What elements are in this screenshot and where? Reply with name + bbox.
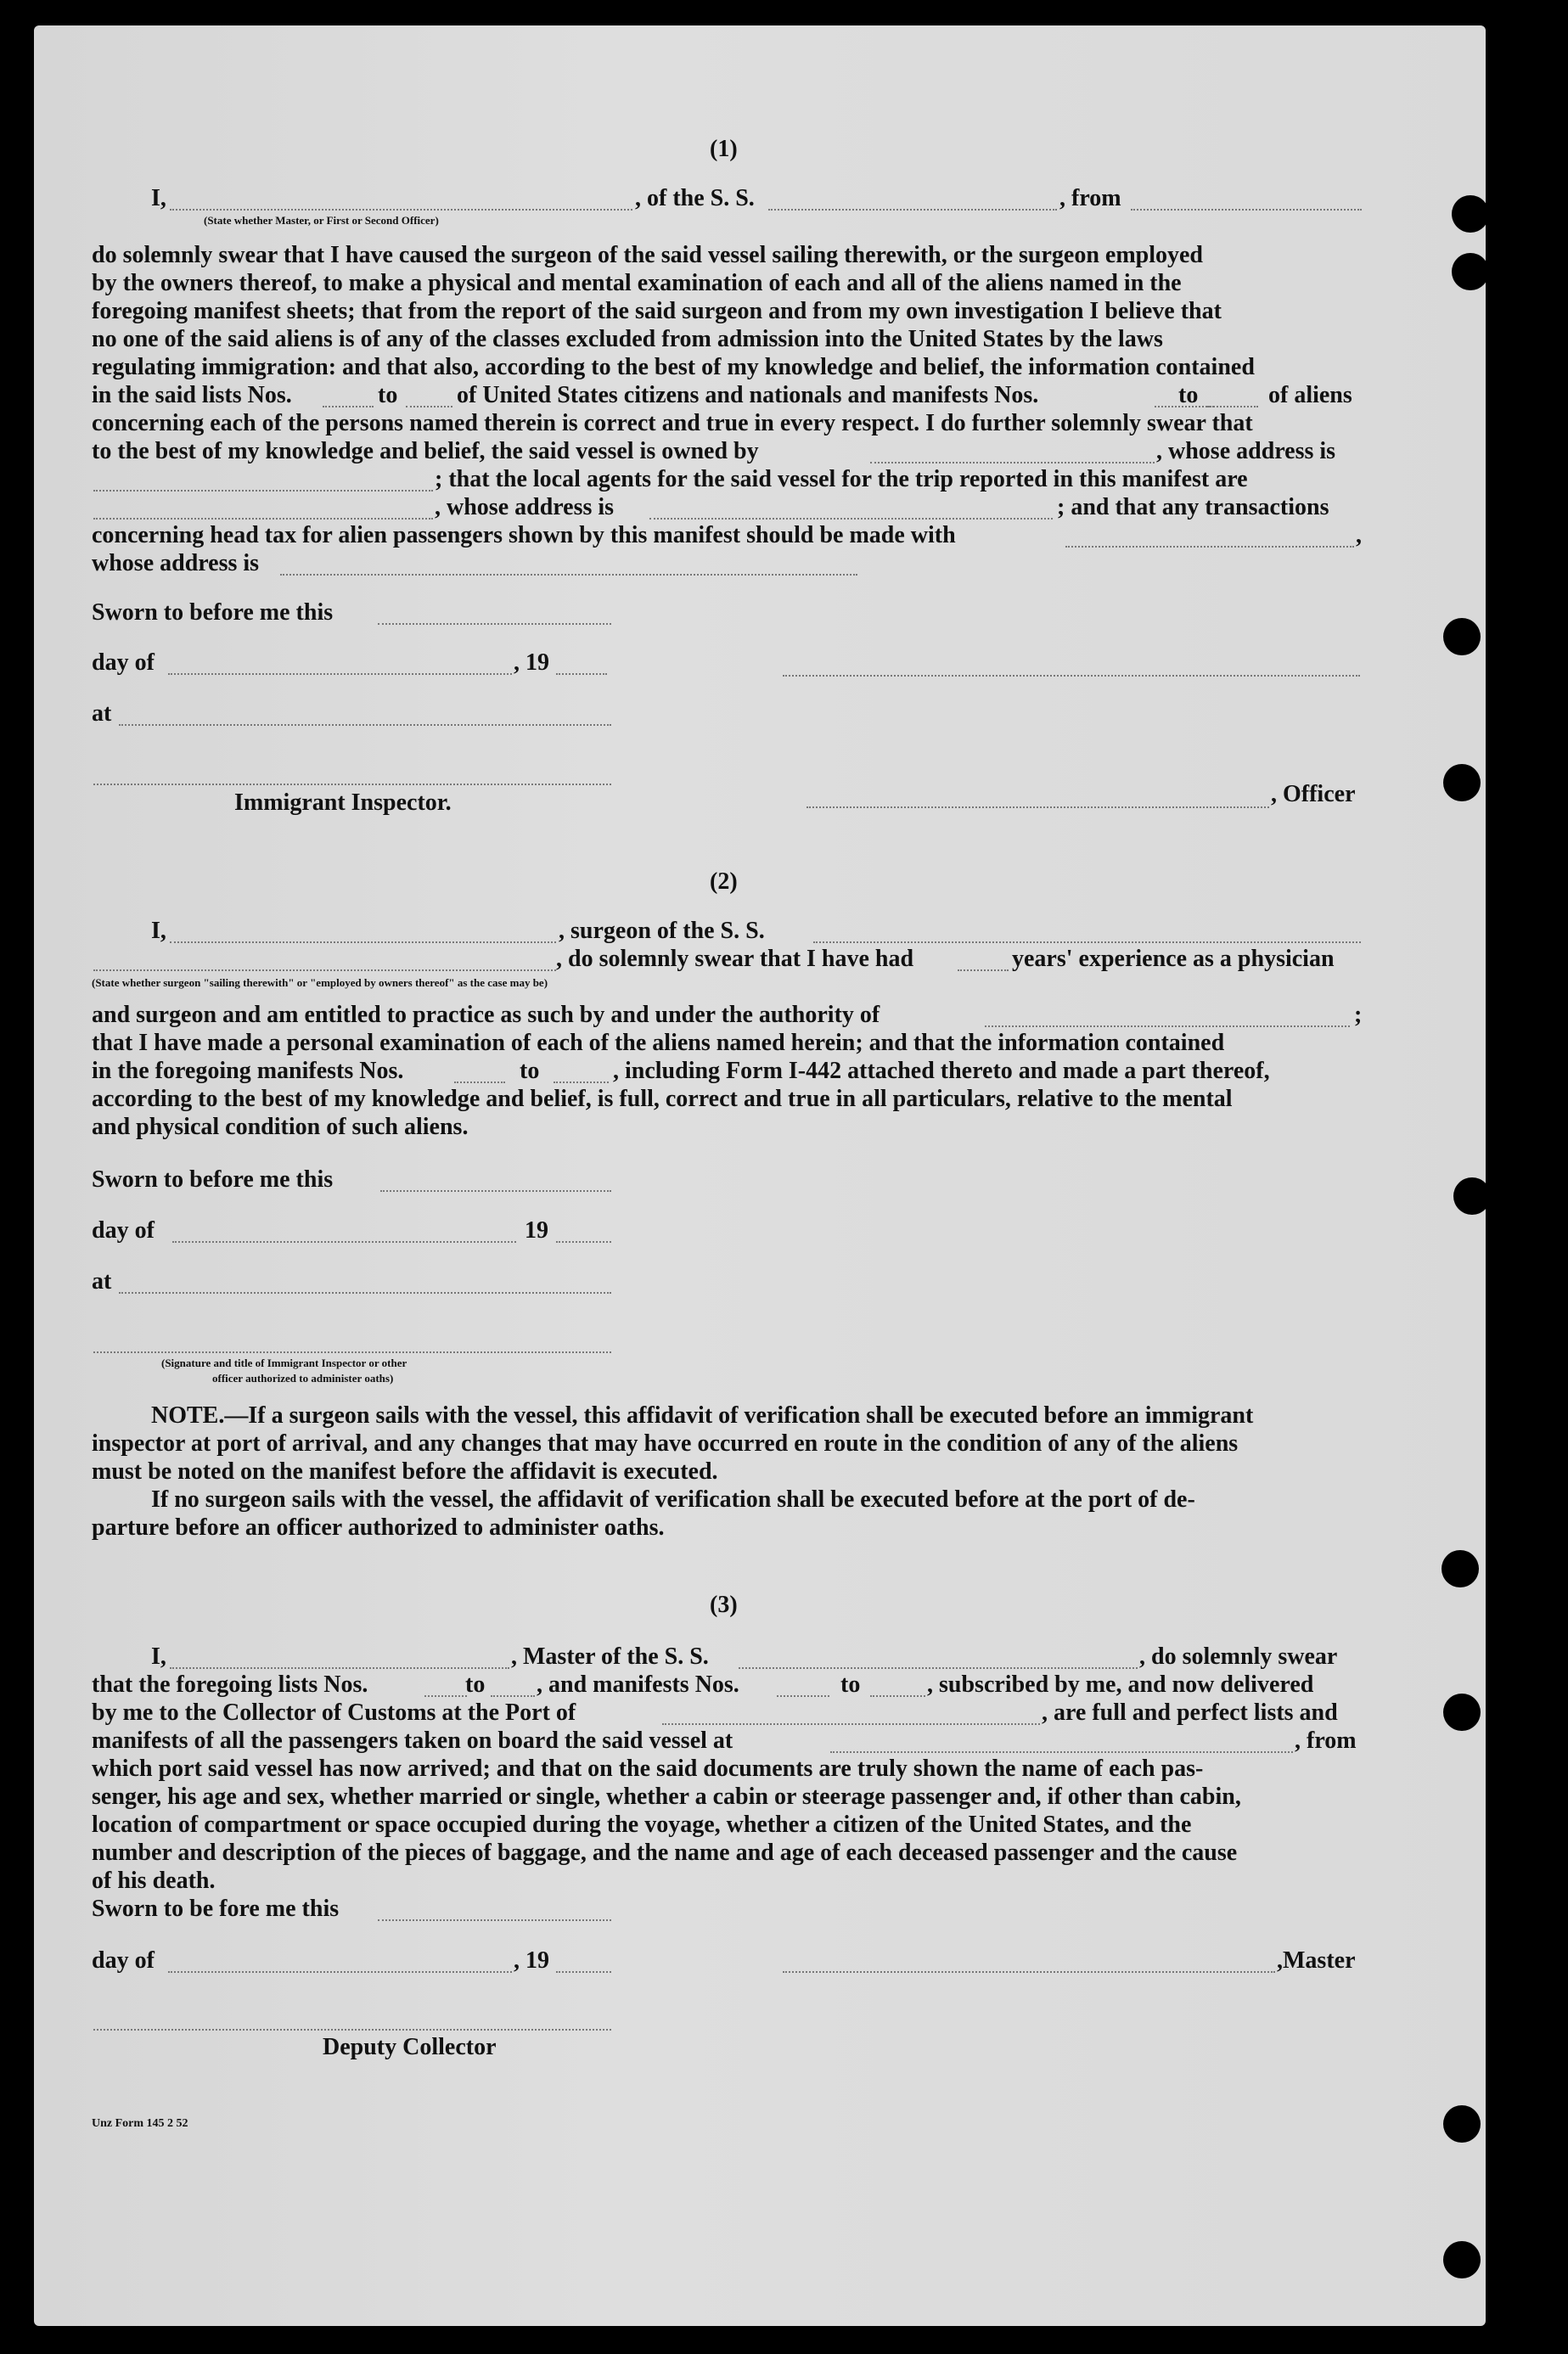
surgeon-status-field[interactable] <box>93 969 556 971</box>
punch-hole <box>1452 253 1489 290</box>
at-label: at <box>92 1268 112 1295</box>
oath-text: do solemnly swear that I have caused the surgeon of the said vessel sailing therewith, or the surgeon employed <box>92 242 1203 268</box>
oath-text: ; and that any transactions <box>1057 494 1329 520</box>
oath-text: of United States citizens and nationals and manifests Nos. <box>457 382 1039 408</box>
oath-text: ; that the local agents for the said vessel for the trip reported in this manifest are <box>435 466 1248 492</box>
officer-label: , Officer <box>1271 781 1356 807</box>
head-tax-address-field[interactable] <box>280 574 857 576</box>
sworn-day-field[interactable] <box>380 1190 611 1192</box>
oath-text: , from <box>1059 185 1121 211</box>
inspector-signature-field[interactable] <box>93 1351 611 1353</box>
master-name-field[interactable] <box>170 1667 509 1669</box>
master-signature-field[interactable] <box>783 1971 1275 1973</box>
oath-text: to <box>840 1671 861 1698</box>
years-experience-field[interactable] <box>958 969 1009 971</box>
signature-hint: officer authorized to administer oaths) <box>212 1372 394 1385</box>
sworn-month-field[interactable] <box>172 1241 516 1243</box>
deputy-label: Deputy Collector <box>323 2034 497 2060</box>
officer-signature-field[interactable] <box>783 675 1360 677</box>
section-1-number: (1) <box>710 136 738 162</box>
oath-text: concerning each of the persons named therein is correct and true in every respect. I do further solemnly swear that <box>92 410 1253 436</box>
sworn-label: Sworn to be fore me this <box>92 1896 340 1922</box>
owner-address-field[interactable] <box>93 490 433 492</box>
agents-field[interactable] <box>93 518 433 520</box>
oath-text: location of compartment or space occupied during the voyage, whether a citizen of the United States, and the <box>92 1812 1192 1838</box>
year-label: , 19 <box>514 1947 549 1974</box>
oath-text: , and manifests Nos. <box>537 1671 739 1698</box>
oath-text: , do solemnly swear that I have had <box>556 946 914 972</box>
oath-text: , including Form I-442 attached thereto and made a part thereof, <box>613 1058 1270 1084</box>
oath-text: , of the S. S. <box>635 185 755 211</box>
port-field[interactable] <box>662 1723 1040 1725</box>
year-label: 19 <box>525 1217 548 1244</box>
oath-text: and physical condition of such aliens. <box>92 1114 469 1140</box>
oath-text: no one of the said aliens is of any of the classes excluded from admission into the United States by the laws <box>92 326 1163 352</box>
punch-hole <box>1443 618 1481 655</box>
note-text: NOTE.—If a surgeon sails with the vessel, this affidavit of verification shall be executed before an immigrant <box>151 1402 1254 1429</box>
oath-text: senger, his age and sex, whether married or single, whether a cabin or steerage passenger and, if other than cabin, <box>92 1784 1241 1810</box>
oath-text: , whose address is <box>435 494 615 520</box>
oath-text: to <box>378 382 398 408</box>
surgeon-ship-field[interactable] <box>813 941 1361 943</box>
sworn-day-field[interactable] <box>378 1919 611 1921</box>
sworn-month-field[interactable] <box>168 673 512 675</box>
oath-text: years' experience as a physician <box>1012 946 1335 972</box>
sworn-label: Sworn to before me this <box>92 599 334 626</box>
note-text: inspector at port of arrival, and any changes that may have occurred en route in the condition of any of the aliens <box>92 1430 1239 1457</box>
oath-text: , Master of the S. S. <box>511 1643 709 1670</box>
sworn-label: Sworn to before me this <box>92 1166 334 1193</box>
section-2-number: (2) <box>710 868 738 895</box>
oath-label: I, <box>151 185 166 211</box>
from-port-field[interactable] <box>1131 209 1362 211</box>
master-label: ,Master <box>1277 1947 1356 1974</box>
signature-hint: (Signature and title of Immigrant Inspector or other <box>161 1357 407 1369</box>
oath-text: by the owners thereof, to make a physical and mental examination of each and all of the aliens named in the <box>92 270 1182 296</box>
punch-hole <box>1443 2105 1481 2143</box>
oath-text: according to the best of my knowledge and belief, is full, correct and true in all particulars, relative to the mental <box>92 1086 1233 1112</box>
manifests-from-field[interactable] <box>777 1695 829 1697</box>
oath-text: foregoing manifest sheets; that from the report of the said surgeon and from my own investigation I believe that <box>92 298 1222 324</box>
manifests-from-field[interactable] <box>454 1081 505 1083</box>
oath-text: in the foregoing manifests Nos. <box>92 1058 404 1084</box>
oath-text: of aliens <box>1268 382 1352 408</box>
oath-text: regulating immigration: and that also, according to the best of my knowledge and belief, the information contained <box>92 354 1255 380</box>
oath-text: concerning head tax for alien passengers shown by this manifest should be made with <box>92 522 956 548</box>
owner-field[interactable] <box>870 462 1155 463</box>
day-of-label: day of <box>92 649 155 676</box>
sworn-year-field[interactable] <box>556 673 607 675</box>
year-label: , 19 <box>514 649 549 676</box>
head-tax-contact-field[interactable] <box>1065 546 1354 548</box>
section-3-number: (3) <box>710 1592 738 1618</box>
oath-label: I, <box>151 1643 166 1670</box>
collector-signature-field[interactable] <box>93 2029 611 2031</box>
punch-hole <box>1443 2241 1481 2278</box>
oath-text: , are full and perfect lists and <box>1042 1699 1338 1726</box>
punch-hole <box>1453 1177 1491 1215</box>
note-text: parture before an officer authorized to administer oaths. <box>92 1514 665 1541</box>
oath-text: , subscribed by me, and now delivered <box>927 1671 1314 1698</box>
day-of-label: day of <box>92 1217 155 1244</box>
note-text: must be noted on the manifest before the affidavit is executed. <box>92 1458 718 1485</box>
oath-text: to the best of my knowledge and belief, the said vessel is owned by <box>92 438 759 464</box>
officer-name-field[interactable] <box>170 209 632 211</box>
oath-text: , surgeon of the S. S. <box>559 918 765 944</box>
sworn-place-field[interactable] <box>119 1292 611 1294</box>
oath-text: in the said lists Nos. <box>92 382 292 408</box>
oath-label: I, <box>151 918 166 944</box>
agents-address-field[interactable] <box>649 518 1053 520</box>
manifests-to-field[interactable] <box>870 1695 925 1697</box>
punch-hole <box>1443 764 1481 801</box>
manifests-to-field[interactable] <box>554 1081 609 1083</box>
form-number: Unz Form 145 2 52 <box>92 2117 188 2130</box>
master-ship-field[interactable] <box>739 1667 1138 1669</box>
sworn-year-field[interactable] <box>556 1971 611 1973</box>
authority-field[interactable] <box>985 1025 1350 1027</box>
oath-text: to <box>1178 382 1199 408</box>
punch-hole <box>1442 1550 1479 1587</box>
ship-name-field[interactable] <box>768 209 1057 211</box>
oath-text: whose address is <box>92 550 260 576</box>
sworn-day-field[interactable] <box>378 623 611 625</box>
oath-text: , from <box>1295 1728 1357 1754</box>
oath-text: and surgeon and am entitled to practice as such by and under the authority of <box>92 1002 880 1028</box>
oath-text: to <box>465 1671 486 1698</box>
list-to-field[interactable] <box>406 406 452 407</box>
punch-hole <box>1452 195 1489 233</box>
boarding-port-field[interactable] <box>830 1751 1293 1753</box>
field-hint: (State whether surgeon "sailing therewith" or "employed by owners thereof" as the case may be) <box>92 976 548 989</box>
oath-text: which port said vessel has now arrived; and that on the said documents are truly shown the name of each pas- <box>92 1756 1204 1782</box>
lists-to-field[interactable] <box>491 1695 535 1697</box>
oath-text: of his death. <box>92 1868 216 1894</box>
at-label: at <box>92 700 112 727</box>
surgeon-name-field[interactable] <box>170 941 556 943</box>
lists-from-field[interactable] <box>424 1695 467 1697</box>
oath-text: that I have made a personal examination of each of the aliens named herein; and that the information contained <box>92 1030 1225 1056</box>
field-hint: (State whether Master, or First or Second Officer) <box>204 214 439 227</box>
inspector-signature-field[interactable] <box>93 784 611 785</box>
inspector-label: Immigrant Inspector. <box>234 789 452 816</box>
oath-text: that the foregoing lists Nos. <box>92 1671 368 1698</box>
oath-text: , <box>1356 522 1362 548</box>
sworn-place-field[interactable] <box>119 724 611 726</box>
officer-title-field[interactable] <box>806 806 1269 808</box>
day-of-label: day of <box>92 1947 155 1974</box>
oath-text: , do solemnly swear <box>1139 1643 1338 1670</box>
oath-text: number and description of the pieces of baggage, and the name and age of each deceased passenger and the cause <box>92 1840 1238 1866</box>
oath-text: ; <box>1354 1002 1363 1028</box>
oath-text: , whose address is <box>1156 438 1336 464</box>
note-text: If no surgeon sails with the vessel, the affidavit of verification shall be executed before at the port of de- <box>151 1486 1195 1513</box>
sworn-year-field[interactable] <box>556 1241 611 1243</box>
oath-text: by me to the Collector of Customs at the Port of <box>92 1699 576 1726</box>
oath-text: manifests of all the passengers taken on board the said vessel at <box>92 1728 733 1754</box>
list-from-field[interactable] <box>323 406 374 407</box>
sworn-month-field[interactable] <box>168 1971 512 1973</box>
oath-text: to <box>520 1058 540 1084</box>
manifest-to-field[interactable] <box>1207 406 1258 407</box>
punch-hole <box>1443 1694 1481 1731</box>
